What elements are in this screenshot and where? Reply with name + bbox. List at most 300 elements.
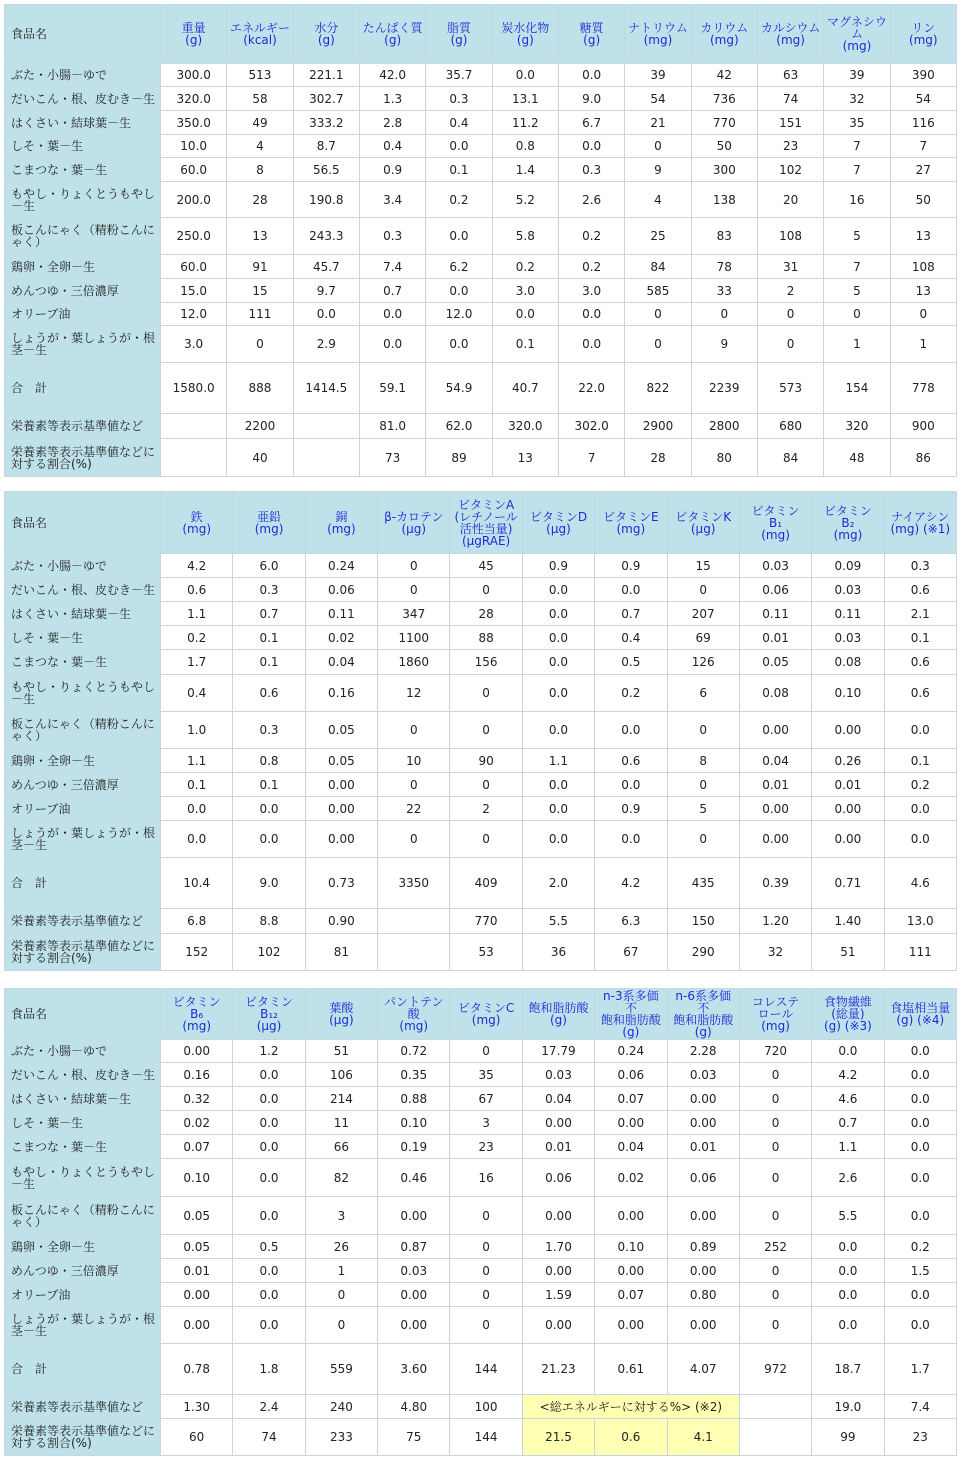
nutrient-value: 0: [757, 326, 823, 363]
food-row: [5, 602, 957, 626]
nutrient-value: 2.4: [233, 1395, 305, 1419]
nutrient-value: 0.08: [812, 650, 884, 675]
nutrient-value: [378, 909, 450, 934]
nutrient-value: 250.0: [161, 218, 227, 255]
nutrient-value: 0.05: [305, 749, 377, 773]
nutrient-value: 0.4: [161, 675, 233, 712]
nutrient-value: 0.9: [359, 158, 425, 182]
total-row-label: 合 計: [5, 363, 161, 414]
nutrient-value: 0.02: [305, 626, 377, 650]
nutrient-value: 0.73: [305, 858, 377, 909]
nutrient-value: 0.0: [426, 326, 492, 363]
column-header: [450, 989, 522, 1040]
food-name: もやし・りょくとうもやし－生: [5, 182, 161, 218]
column-header: [305, 989, 377, 1040]
nutrient-value: 0.0: [233, 1283, 305, 1307]
nutrient-value: 770: [691, 111, 757, 135]
column-header-line: (mg): [399, 1019, 429, 1033]
nutrient-value: 0.0: [522, 712, 594, 749]
column-header-line: 飽和脂肪酸: [528, 1001, 589, 1015]
nutrient-value: 4: [227, 135, 293, 158]
nutrient-value: 0: [378, 578, 450, 602]
nutrient-value: 22.0: [558, 363, 624, 414]
nutrient-value: 0.05: [161, 1197, 233, 1235]
column-header-line: 食塩相当量: [890, 1001, 951, 1015]
food-name-header: 食品名: [5, 5, 161, 64]
nutrient-value: 5.5: [522, 909, 594, 934]
nutrient-value: 0.11: [739, 602, 811, 626]
column-header-line: ナイアシン: [891, 509, 950, 524]
column-header: [522, 989, 594, 1040]
nutrient-value: 35: [824, 111, 890, 135]
nutrient-value: 0.1: [426, 158, 492, 182]
nutrient-value: 0: [378, 712, 450, 749]
nutrient-value: 0.19: [378, 1135, 450, 1159]
nutrient-value: 778: [890, 363, 956, 414]
nutrient-value: 6: [667, 675, 739, 712]
column-header-line: (g): [317, 33, 335, 47]
food-row: [5, 64, 957, 87]
column-header-line: マグネシウ: [827, 15, 887, 29]
food-row: [5, 1235, 957, 1259]
nutrient-value: 16: [824, 182, 890, 218]
food-row: [5, 712, 957, 749]
column-header-line: (μg): [329, 1013, 354, 1027]
column-header-line: (g): [384, 33, 402, 47]
nutrient-value: 0: [739, 1111, 811, 1135]
nutrient-value: 0: [824, 303, 890, 326]
nutrient-value: 25: [625, 218, 691, 255]
nutrient-value: 0.0: [492, 64, 558, 87]
nutrient-value: 0.6: [233, 675, 305, 712]
nutrient-value: 31: [757, 255, 823, 279]
nutrient-value: 9.7: [293, 279, 359, 303]
nutrient-value: 0.0: [884, 1111, 956, 1135]
column-header-line: ビタミンK: [675, 509, 732, 524]
nutrient-value: 7: [824, 255, 890, 279]
nutrient-value: 0.0: [522, 626, 594, 650]
nutrient-value: 3: [450, 1111, 522, 1135]
nutrient-value: 4.2: [595, 858, 667, 909]
column-header-line: カリウム: [700, 21, 749, 35]
nutrient-value: 0.00: [595, 1197, 667, 1235]
food-row: [5, 1135, 957, 1159]
nutrient-value: 62.0: [426, 414, 492, 439]
nutrient-value: 90: [450, 749, 522, 773]
nutrient-value: 7: [824, 158, 890, 182]
nutrient-value: 1: [824, 326, 890, 363]
nutrient-value: 1: [890, 326, 956, 363]
ratio-row-label: 栄養素等表示基準値などに対する割合(%): [5, 934, 161, 971]
food-row: [5, 1283, 957, 1307]
nutrient-value: 6.2: [426, 255, 492, 279]
nutrient-value: 1.2: [233, 1040, 305, 1063]
nutrient-value: 4.80: [378, 1395, 450, 1419]
column-header: [739, 989, 811, 1040]
nutrient-value: 20: [757, 182, 823, 218]
nutrient-value: 0.02: [161, 1111, 233, 1135]
nutrient-value: 45: [450, 554, 522, 578]
column-header-line: (mg): [761, 1019, 790, 1033]
column-header: [890, 5, 956, 64]
column-header: [233, 989, 305, 1040]
column-header-line: (mg): [776, 33, 805, 47]
nutrient-value: 1.59: [522, 1283, 594, 1307]
column-header-line: (mg): [616, 521, 646, 536]
nutrient-value: 233: [305, 1419, 377, 1456]
nutrient-value: 888: [227, 363, 293, 414]
nutrient-value: 320.0: [161, 87, 227, 111]
nutrient-value: 33: [691, 279, 757, 303]
column-header: [667, 492, 739, 554]
column-header-line: n-3系多価不: [603, 989, 659, 1015]
nutrient-value: 7.4: [359, 255, 425, 279]
nutrient-value: 82: [305, 1159, 377, 1197]
nutrition-table-1: [4, 4, 957, 477]
nutrient-value: 48: [824, 439, 890, 477]
nutrient-value: 0.1: [233, 650, 305, 675]
nutrient-value: 0: [450, 1040, 522, 1063]
nutrient-value: 0: [667, 712, 739, 749]
nutrient-value: 0.0: [595, 578, 667, 602]
nutrient-value: 4.6: [884, 858, 956, 909]
nutrient-value: 513: [227, 64, 293, 87]
nutrient-value: 736: [691, 87, 757, 111]
nutrient-value: 1.1: [161, 602, 233, 626]
nutrient-value: 6.7: [558, 111, 624, 135]
nutrient-value: 0: [739, 1063, 811, 1087]
nutrient-value: 23: [450, 1135, 522, 1159]
nutrient-value: 0.00: [161, 1283, 233, 1307]
standard-row: [5, 909, 957, 934]
nutrient-value: 8: [667, 749, 739, 773]
food-row: [5, 303, 957, 326]
nutrient-value: 9.0: [558, 87, 624, 111]
food-name: こまつな・葉－生: [5, 1135, 161, 1159]
nutrient-value: 0.39: [739, 858, 811, 909]
food-row: [5, 326, 957, 363]
nutrient-value: 7: [824, 135, 890, 158]
nutrient-value: 1414.5: [293, 363, 359, 414]
nutrient-value: 51: [812, 934, 884, 971]
nutrient-value: 13: [227, 218, 293, 255]
column-header-line: 葉酸: [329, 1001, 354, 1015]
nutrient-value: 0.05: [305, 712, 377, 749]
column-header-line: (g): [583, 33, 601, 47]
nutrient-value: 221.1: [293, 64, 359, 87]
nutrient-value: [739, 1419, 811, 1456]
nutrient-value: 84: [757, 439, 823, 477]
nutrient-value: 0.04: [305, 650, 377, 675]
nutrient-value: 0.0: [359, 326, 425, 363]
nutrient-value: 66: [305, 1135, 377, 1159]
column-header-line: ビタミン: [245, 995, 294, 1009]
column-header: [824, 5, 890, 64]
nutrient-value: 822: [625, 363, 691, 414]
nutrient-value: 0.0: [558, 64, 624, 87]
nutrient-value: 0.00: [812, 797, 884, 821]
food-name: 板こんにゃく（精粉こんにゃく）: [5, 712, 161, 749]
column-header: [595, 492, 667, 554]
nutrient-value: 4.6: [812, 1087, 884, 1111]
nutrient-value: 0: [890, 303, 956, 326]
nutrient-value: 302.0: [558, 414, 624, 439]
column-header-line: ビタミンA: [458, 497, 515, 512]
standard-row: [5, 1395, 957, 1419]
nutrient-value: 106: [305, 1063, 377, 1087]
nutrient-value: 0.0: [426, 135, 492, 158]
standard-row-label: 栄養素等表示基準値など: [5, 909, 161, 934]
nutrient-value: [293, 414, 359, 439]
nutrient-value: 21.23: [522, 1344, 594, 1395]
nutrient-value: 89: [426, 439, 492, 477]
nutrient-value: 0.71: [812, 858, 884, 909]
column-header-line: (μgRAE): [461, 533, 511, 548]
nutrient-value: 0.32: [161, 1087, 233, 1111]
nutrient-value: 0: [378, 554, 450, 578]
header-row: [5, 5, 957, 64]
nutrient-value: 0.03: [739, 554, 811, 578]
nutrient-value: [378, 934, 450, 971]
nutrient-value: 585: [625, 279, 691, 303]
nutrient-value: 7.4: [884, 1395, 956, 1419]
column-header-line: n-6系多価不: [675, 989, 731, 1015]
nutrient-value: 4: [625, 182, 691, 218]
nutrition-table-3: [4, 988, 957, 1456]
nutrient-value: 0.35: [378, 1063, 450, 1087]
nutrient-value: 320.0: [492, 414, 558, 439]
food-row: [5, 650, 957, 675]
nutrient-value: 2: [757, 279, 823, 303]
nutrient-value: 0.01: [522, 1135, 594, 1159]
food-name: ぶた・小腸－ゆで: [5, 554, 161, 578]
nutrient-value: 0.2: [595, 675, 667, 712]
nutrient-value: 1100: [378, 626, 450, 650]
nutrient-value: 0.0: [426, 218, 492, 255]
nutrient-value: 102: [233, 934, 305, 971]
nutrient-value: 0.6: [884, 578, 956, 602]
nutrient-value: 73: [359, 439, 425, 477]
nutrient-value: 1.7: [161, 650, 233, 675]
nutrient-value: 3350: [378, 858, 450, 909]
nutrient-value: 0.2: [426, 182, 492, 218]
header-row: [5, 492, 957, 554]
column-header-line: 糖質: [579, 21, 604, 35]
nutrient-value: 12: [378, 675, 450, 712]
nutrient-value: 0.1: [492, 326, 558, 363]
nutrient-value: 240: [305, 1395, 377, 1419]
nutrient-value: 3.4: [359, 182, 425, 218]
nutrient-value: 2.8: [359, 111, 425, 135]
nutrient-value: 75: [378, 1419, 450, 1456]
nutrient-value: 0: [378, 821, 450, 858]
nutrient-value: 409: [450, 858, 522, 909]
total-row-label: 合 計: [5, 858, 161, 909]
nutrient-value: 0.0: [161, 797, 233, 821]
column-header-line: ナトリウム: [628, 21, 688, 35]
nutrient-value: 0.00: [812, 712, 884, 749]
nutrient-value: 54.9: [426, 363, 492, 414]
nutrient-value: 0: [305, 1307, 377, 1344]
column-header-line: (g): [694, 1025, 712, 1039]
nutrient-value: 0: [739, 1159, 811, 1197]
nutrient-value: 1.3: [359, 87, 425, 111]
nutrient-value: 0.0: [522, 602, 594, 626]
food-name: ぶた・小腸－ゆで: [5, 1040, 161, 1063]
nutrient-value: 435: [667, 858, 739, 909]
nutrient-value: 15: [667, 554, 739, 578]
food-name: こまつな・葉－生: [5, 650, 161, 675]
nutrient-value: 3: [305, 1197, 377, 1235]
nutrient-value: 0.0: [426, 279, 492, 303]
nutrient-value: 0.0: [233, 1259, 305, 1283]
nutrient-value: 0.0: [233, 821, 305, 858]
nutrient-value: 0.00: [667, 1259, 739, 1283]
nutrient-value: 111: [884, 934, 956, 971]
food-row: [5, 797, 957, 821]
nutrient-value: 16: [450, 1159, 522, 1197]
nutrient-value: 1.1: [161, 749, 233, 773]
nutrient-value: 0: [757, 303, 823, 326]
nutrient-value: 54: [625, 87, 691, 111]
nutrient-value: 13.0: [884, 909, 956, 934]
standard-row: [5, 414, 957, 439]
nutrient-value: 86: [890, 439, 956, 477]
nutrient-value: 720: [739, 1040, 811, 1063]
nutrient-value: 0.80: [667, 1283, 739, 1307]
nutrient-value: 13: [890, 279, 956, 303]
ratio-row-label: 栄養素等表示基準値などに対する割合(%): [5, 1419, 161, 1456]
column-header: [359, 5, 425, 64]
nutrient-value: 84: [625, 255, 691, 279]
nutrient-value: 0.00: [522, 1111, 594, 1135]
nutrient-value: 0.05: [161, 1235, 233, 1259]
nutrient-value: 0.88: [378, 1087, 450, 1111]
column-header-line: 重量: [181, 21, 206, 35]
nutrient-value: 83: [691, 218, 757, 255]
food-name: はくさい・結球葉－生: [5, 1087, 161, 1111]
nutrient-value: 36: [522, 934, 594, 971]
nutrient-value: 0.07: [595, 1087, 667, 1111]
nutrient-value: 0.00: [161, 1307, 233, 1344]
nutrient-value: 2900: [625, 414, 691, 439]
nutrient-value: 0.09: [812, 554, 884, 578]
nutrient-value: 200.0: [161, 182, 227, 218]
column-header-line: B₁₂: [260, 1007, 278, 1021]
nutrient-value: 5.8: [492, 218, 558, 255]
column-header-line: エネルギー: [229, 21, 290, 35]
column-header: [233, 492, 305, 554]
food-name: しょうが・葉しょうが・根茎－生: [5, 326, 161, 363]
nutrient-value: 0.11: [305, 602, 377, 626]
food-name: オリーブ油: [5, 1283, 161, 1307]
food-row: [5, 675, 957, 712]
nutrient-value: 9: [691, 326, 757, 363]
column-header-line: 亜鉛: [257, 509, 282, 524]
nutrient-value: 39: [824, 64, 890, 87]
food-name: 板こんにゃく（精粉こんにゃく）: [5, 218, 161, 255]
nutrient-value: 0.00: [667, 1307, 739, 1344]
total-row: [5, 363, 957, 414]
nutrient-value: 1.0: [161, 712, 233, 749]
food-row: [5, 255, 957, 279]
nutrient-value: 0: [450, 821, 522, 858]
nutrient-value: 28: [227, 182, 293, 218]
food-name: 鶏卵・全卵－生: [5, 1235, 161, 1259]
nutrient-value: 45.7: [293, 255, 359, 279]
column-header-line: (総量): [831, 1007, 865, 1021]
nutrient-value: 1.7: [884, 1344, 956, 1395]
column-header-line: 食物繊維: [823, 995, 872, 1009]
column-header-line: (mg): [908, 33, 938, 47]
nutrient-value: 302.7: [293, 87, 359, 111]
nutrient-value: 22: [378, 797, 450, 821]
nutrient-value: 35.7: [426, 64, 492, 87]
nutrient-value: 900: [890, 414, 956, 439]
nutrient-value: 0.10: [812, 675, 884, 712]
nutrient-value: 300: [691, 158, 757, 182]
nutrient-value: 21.5: [522, 1419, 594, 1456]
column-header: [558, 5, 624, 64]
nutrient-value: 0.5: [595, 650, 667, 675]
nutrient-value: 0: [667, 773, 739, 797]
nutrient-value: 42.0: [359, 64, 425, 87]
nutrient-value: 0.0: [595, 712, 667, 749]
column-header-line: (mg): [761, 527, 790, 542]
nutrient-value: 0: [450, 712, 522, 749]
column-header-line: (mg): [254, 521, 284, 536]
nutrient-value: 1.5: [884, 1259, 956, 1283]
nutrient-value: 0.9: [522, 554, 594, 578]
nutrient-value: 0: [739, 1197, 811, 1235]
nutrient-value: 5: [667, 797, 739, 821]
nutrient-value: 5: [824, 279, 890, 303]
column-header: [378, 492, 450, 554]
total-row-label: 合 計: [5, 1344, 161, 1395]
nutrient-value: 0.0: [812, 1040, 884, 1063]
column-header-line: (g): [622, 1025, 640, 1039]
nutrient-value: 1580.0: [161, 363, 227, 414]
nutrient-value: 81.0: [359, 414, 425, 439]
column-header-line: (g) (※4): [896, 1013, 945, 1027]
column-header-line: ビタミン: [823, 503, 872, 518]
nutrient-value: 0.03: [812, 626, 884, 650]
nutrient-value: 0.0: [884, 1087, 956, 1111]
nutrient-value: 0.0: [233, 1063, 305, 1087]
nutrient-value: 152: [161, 934, 233, 971]
nutrient-value: 150: [667, 909, 739, 934]
nutrient-value: 27: [890, 158, 956, 182]
nutrient-value: 5.2: [492, 182, 558, 218]
nutrient-value: 13: [890, 218, 956, 255]
column-header-line: 飽和脂肪酸: [673, 1013, 734, 1027]
nutrient-value: 0.0: [558, 326, 624, 363]
column-header-line: カルシウム: [760, 21, 821, 35]
nutrient-value: 0: [227, 326, 293, 363]
nutrient-value: 154: [824, 363, 890, 414]
column-header-line: 銅: [335, 509, 348, 524]
nutrient-value: 108: [757, 218, 823, 255]
nutrient-value: 0.16: [161, 1063, 233, 1087]
nutrient-value: 53: [450, 934, 522, 971]
nutrient-value: 0.00: [305, 821, 377, 858]
nutrient-value: 1: [305, 1259, 377, 1283]
nutrient-value: 7: [890, 135, 956, 158]
nutrient-value: 0.3: [884, 554, 956, 578]
nutrient-value: 0.0: [812, 1283, 884, 1307]
nutrient-value: 0.0: [233, 1197, 305, 1235]
nutrient-value: 100: [450, 1395, 522, 1419]
